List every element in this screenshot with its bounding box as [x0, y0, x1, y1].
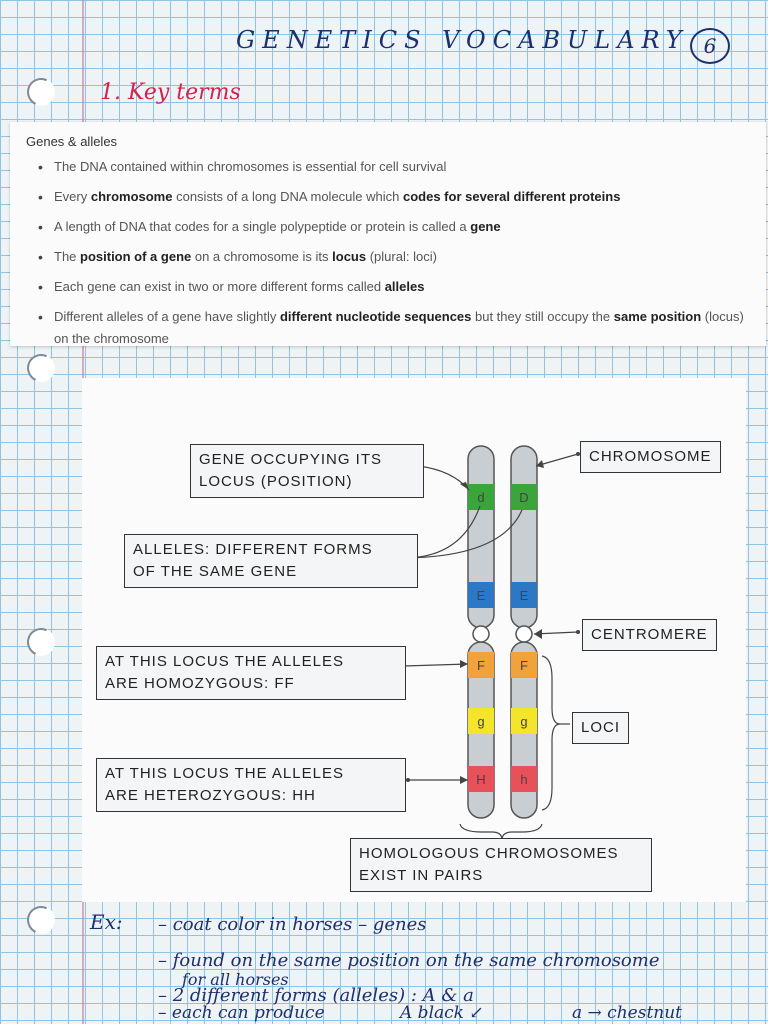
label-gene-locus [190, 444, 424, 498]
page-number: 6 [690, 28, 730, 64]
label-heterozygous [96, 758, 406, 812]
card-title: Genes & alleles [26, 134, 118, 149]
label-alleles [124, 534, 418, 588]
left-allele-letter: E [476, 588, 486, 603]
right-centromere [516, 626, 532, 642]
notes-line-4b: A black ↙ [400, 1003, 484, 1023]
label-line: LOCUS (POSITION) [199, 473, 353, 490]
label-homozygous [96, 646, 406, 700]
bullet-emphasis: position of a gene [80, 249, 192, 264]
right-allele-letter: D [519, 490, 529, 505]
label-line: OF THE SAME GENE [133, 563, 298, 580]
binder-hole [23, 624, 59, 660]
arrowhead [534, 629, 542, 639]
bullet-emphasis: same position [613, 309, 702, 324]
bullet-text: The [54, 249, 81, 264]
binder-hole [23, 74, 59, 110]
left-allele-letter: H [476, 772, 486, 787]
bullet-item [38, 186, 754, 208]
bullet-text: but they still occupy the [471, 309, 614, 324]
right-allele-letter: E [519, 588, 529, 603]
label-line: HOMOLOGOUS CHROMOSOMES [359, 845, 619, 862]
section-heading: 1. Key terms [100, 80, 241, 105]
pointer-dot [576, 630, 580, 634]
right-allele-letter: h [520, 772, 528, 787]
label-homologous [350, 838, 652, 892]
notes-line-1: – coat color in horses – genes [158, 914, 427, 935]
label-line: AT THIS LOCUS THE ALLELES [105, 765, 344, 782]
bullet-text: A length of DNA that codes for a single polypeptide or protein is called a [54, 219, 471, 234]
bullet-text: (locus) on the chromosome [54, 309, 744, 346]
bullet-text: The DNA contained within chromosomes is essential for cell survival [54, 159, 447, 174]
right-allele-letter: F [520, 658, 528, 673]
bullet-text: Different alleles of a gene have slightly [54, 309, 280, 324]
label-line: ARE HOMOZYGOUS: FF [105, 675, 295, 692]
left-allele-letter: d [477, 490, 485, 505]
bullet-emphasis: locus [332, 249, 367, 264]
notes-line-3: – 2 different forms (alleles) : A & a [158, 985, 474, 1006]
arrowhead [460, 776, 468, 784]
notes-line-4a: – each can produce [158, 1003, 325, 1023]
notes-line-2: – found on the same position on the same chromosome [158, 950, 660, 971]
bullet-text: Every [54, 189, 91, 204]
pointer-dot [406, 778, 410, 782]
notes-line-4c: a → chestnut [572, 1003, 683, 1023]
chromosome-diagram [82, 378, 746, 902]
bullet-item [38, 306, 754, 350]
label-line: GENE OCCUPYING ITS [199, 451, 383, 468]
left-centromere [473, 626, 489, 642]
bullet-item [38, 276, 754, 298]
genes-alleles-card [10, 122, 766, 346]
notes-ex-label: Ex: [90, 910, 123, 934]
bullet-list [38, 156, 754, 358]
bullet-emphasis: chromosome [90, 189, 173, 204]
right-allele-letter: g [520, 714, 528, 729]
page-title: GENETICS VOCABULARY [236, 26, 689, 54]
notes-line-2b: for all horses [182, 970, 289, 989]
label-loci: LOCI [572, 712, 629, 744]
binder-hole [23, 902, 59, 938]
bullet-item [38, 156, 754, 178]
left-allele-letter: g [477, 714, 485, 729]
loci-bracket [542, 656, 560, 810]
bullet-emphasis: gene [470, 219, 501, 234]
label-line: ARE HETEROZYGOUS: HH [105, 787, 316, 804]
bullet-text: (plural: loci) [366, 249, 437, 264]
label-line: ALLELES: DIFFERENT FORMS [133, 541, 373, 558]
bullet-item [38, 246, 754, 268]
label-line: AT THIS LOCUS THE ALLELES [105, 653, 344, 670]
bullet-emphasis: alleles [384, 279, 425, 294]
bullet-item [38, 216, 754, 238]
arrowhead [460, 660, 468, 668]
pointer-gene-locus [418, 466, 469, 490]
label-line: EXIST IN PAIRS [359, 867, 484, 884]
bullet-text: Each gene can exist in two or more different forms called [54, 279, 385, 294]
left-allele-letter: F [477, 658, 485, 673]
bullet-text: on a chromosome is its [191, 249, 333, 264]
pointer-homozygous [404, 664, 468, 666]
bullet-emphasis: codes for several different proteins [402, 189, 621, 204]
label-chromosome: CHROMOSOME [580, 441, 721, 473]
label-centromere: CENTROMERE [582, 619, 717, 651]
bullet-text: consists of a long DNA molecule which [172, 189, 403, 204]
bullet-emphasis: different nucleotide sequences [279, 309, 472, 324]
pointer-allele-right [408, 510, 522, 558]
